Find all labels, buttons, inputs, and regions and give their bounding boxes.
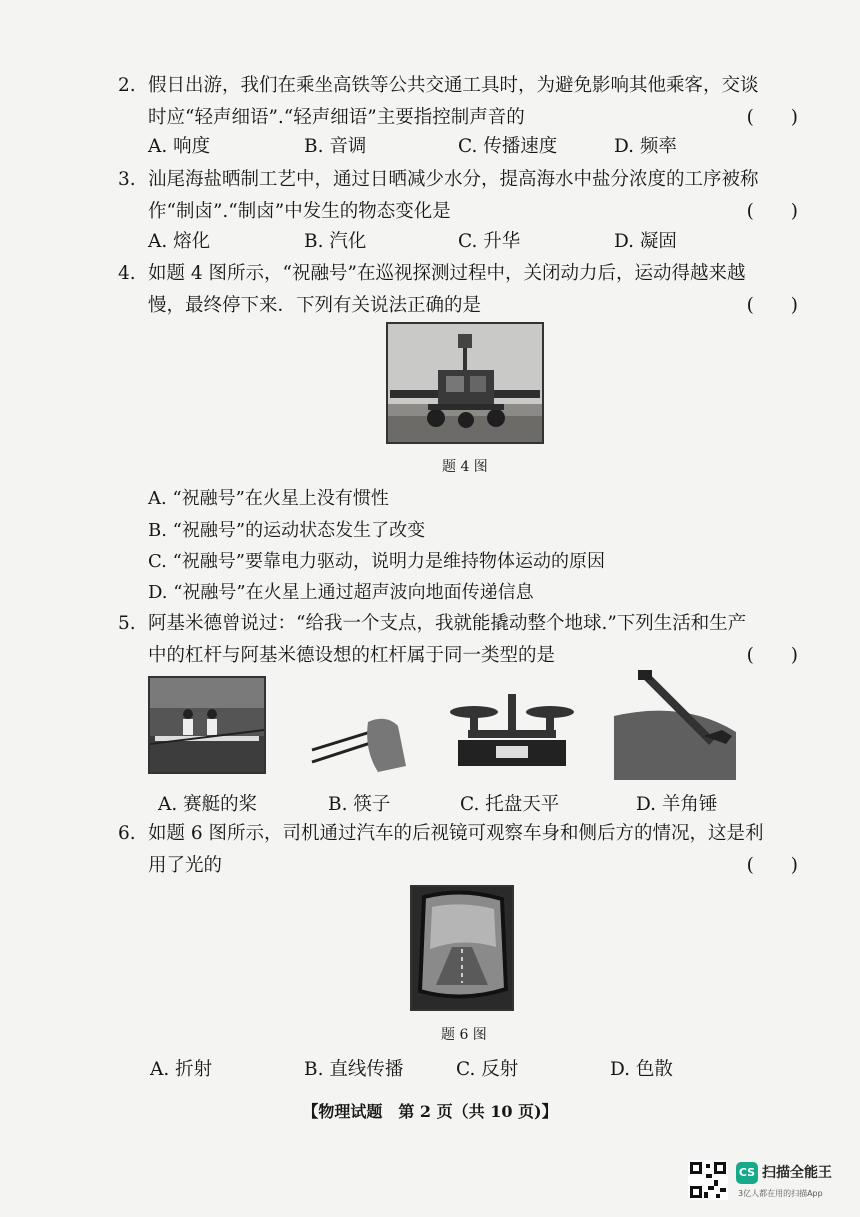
option-d[interactable]: D. 凝固 xyxy=(614,231,677,252)
question-2 xyxy=(118,70,798,134)
page-footer: 【物理试题 第 2 页（共 10 页)】 xyxy=(302,1102,558,1121)
scanner-tagline: 3亿人都在用的扫描App xyxy=(738,1189,823,1198)
question-text-line-1: 汕尾海盐晒制工艺中，通过日晒减少水分，提高海水中盐分浓度的工序被称 xyxy=(148,169,759,190)
question-number: 6. xyxy=(118,823,136,844)
option-a[interactable]: A. 赛艇的桨 xyxy=(158,794,258,815)
option-c[interactable]: C. 升华 xyxy=(458,231,521,252)
question-3-options xyxy=(148,227,788,255)
question-5-options xyxy=(158,790,758,818)
option-d[interactable]: D. “祝融号”在火星上通过超声波向地面传递信息 xyxy=(148,582,534,603)
option-b[interactable]: B. 汽化 xyxy=(304,231,367,252)
question-text-line-2: 用了光的 ( ) xyxy=(118,850,798,882)
figure-4-caption: 题 4 图 xyxy=(442,459,488,475)
option-d[interactable]: D. 羊角锤 xyxy=(636,794,718,815)
question-4 xyxy=(118,258,798,322)
option-b[interactable]: B. 直线传播 xyxy=(304,1059,404,1080)
question-text-line-1: 如题 4 图所示，“祝融号”在巡视探测过程中，关闭动力后，运动得越来越 xyxy=(148,263,746,284)
question-number: 5. xyxy=(118,613,136,634)
tray-balance-image xyxy=(448,686,576,778)
question-number: 2. xyxy=(118,75,136,96)
answer-bracket: ( ) xyxy=(746,855,798,876)
question-text-line-2: 中的杠杆与阿基米德设想的杠杆属于同一类型的是 ( ) xyxy=(118,640,798,672)
question-text-line-1: 阿基米德曾说过：“给我一个支点，我就能撬动整个地球.”下列生活和生产 xyxy=(148,613,747,634)
question-6-options xyxy=(150,1055,770,1083)
question-text-line-2: 时应“轻声细语”.“轻声细语”主要指控制声音的 ( ) xyxy=(118,102,798,134)
answer-bracket: ( ) xyxy=(746,107,798,128)
option-c[interactable]: C. 反射 xyxy=(456,1059,519,1080)
question-text-line-1: 假日出游，我们在乘坐高铁等公共交通工具时，为避免影响其他乘客，交谈 xyxy=(148,75,759,96)
answer-bracket: ( ) xyxy=(746,295,798,316)
zhurong-rover-photo xyxy=(386,322,544,444)
option-a[interactable]: A. 折射 xyxy=(150,1059,213,1080)
qr-code-icon xyxy=(688,1160,728,1200)
question-6 xyxy=(118,818,798,882)
option-c[interactable]: C. “祝融号”要靠电力驱动，说明力是维持物体运动的原因 xyxy=(148,551,605,572)
question-number: 4. xyxy=(118,263,136,284)
camscanner-logo-icon: CS xyxy=(736,1162,758,1184)
figure-6-caption: 题 6 图 xyxy=(441,1027,487,1043)
option-d[interactable]: D. 频率 xyxy=(614,136,677,157)
question-number: 3. xyxy=(118,169,136,190)
rowing-oar-photo xyxy=(148,676,266,774)
question-5 xyxy=(118,608,798,672)
question-text-line-2: 慢，最终停下来．下列有关说法正确的是 ( ) xyxy=(118,290,798,322)
question-text-line-1: 如题 6 图所示，司机通过汽车的后视镜可观察车身和侧后方的情况，这是利 xyxy=(148,823,764,844)
option-a[interactable]: A. 响度 xyxy=(148,136,211,157)
scanner-app-name: 扫描全能王 xyxy=(762,1165,832,1181)
question-3 xyxy=(118,164,798,228)
option-b[interactable]: B. 筷子 xyxy=(328,794,391,815)
scanner-watermark xyxy=(688,1160,840,1210)
option-b[interactable]: B. “祝融号”的运动状态发生了改变 xyxy=(148,520,426,541)
question-text-line-2: 作“制卤”.“制卤”中发生的物态变化是 ( ) xyxy=(118,196,798,228)
answer-bracket: ( ) xyxy=(746,645,798,666)
option-d[interactable]: D. 色散 xyxy=(610,1059,673,1080)
rearview-mirror-photo xyxy=(410,885,514,1011)
question-2-options xyxy=(148,132,788,160)
option-c[interactable]: C. 传播速度 xyxy=(458,136,558,157)
chopsticks-image xyxy=(306,706,410,778)
option-a[interactable]: A. 熔化 xyxy=(148,231,211,252)
claw-hammer-image xyxy=(614,670,738,780)
option-a[interactable]: A. “祝融号”在火星上没有惯性 xyxy=(148,488,389,509)
option-b[interactable]: B. 音调 xyxy=(304,136,367,157)
answer-bracket: ( ) xyxy=(746,201,798,222)
option-c[interactable]: C. 托盘天平 xyxy=(460,794,560,815)
